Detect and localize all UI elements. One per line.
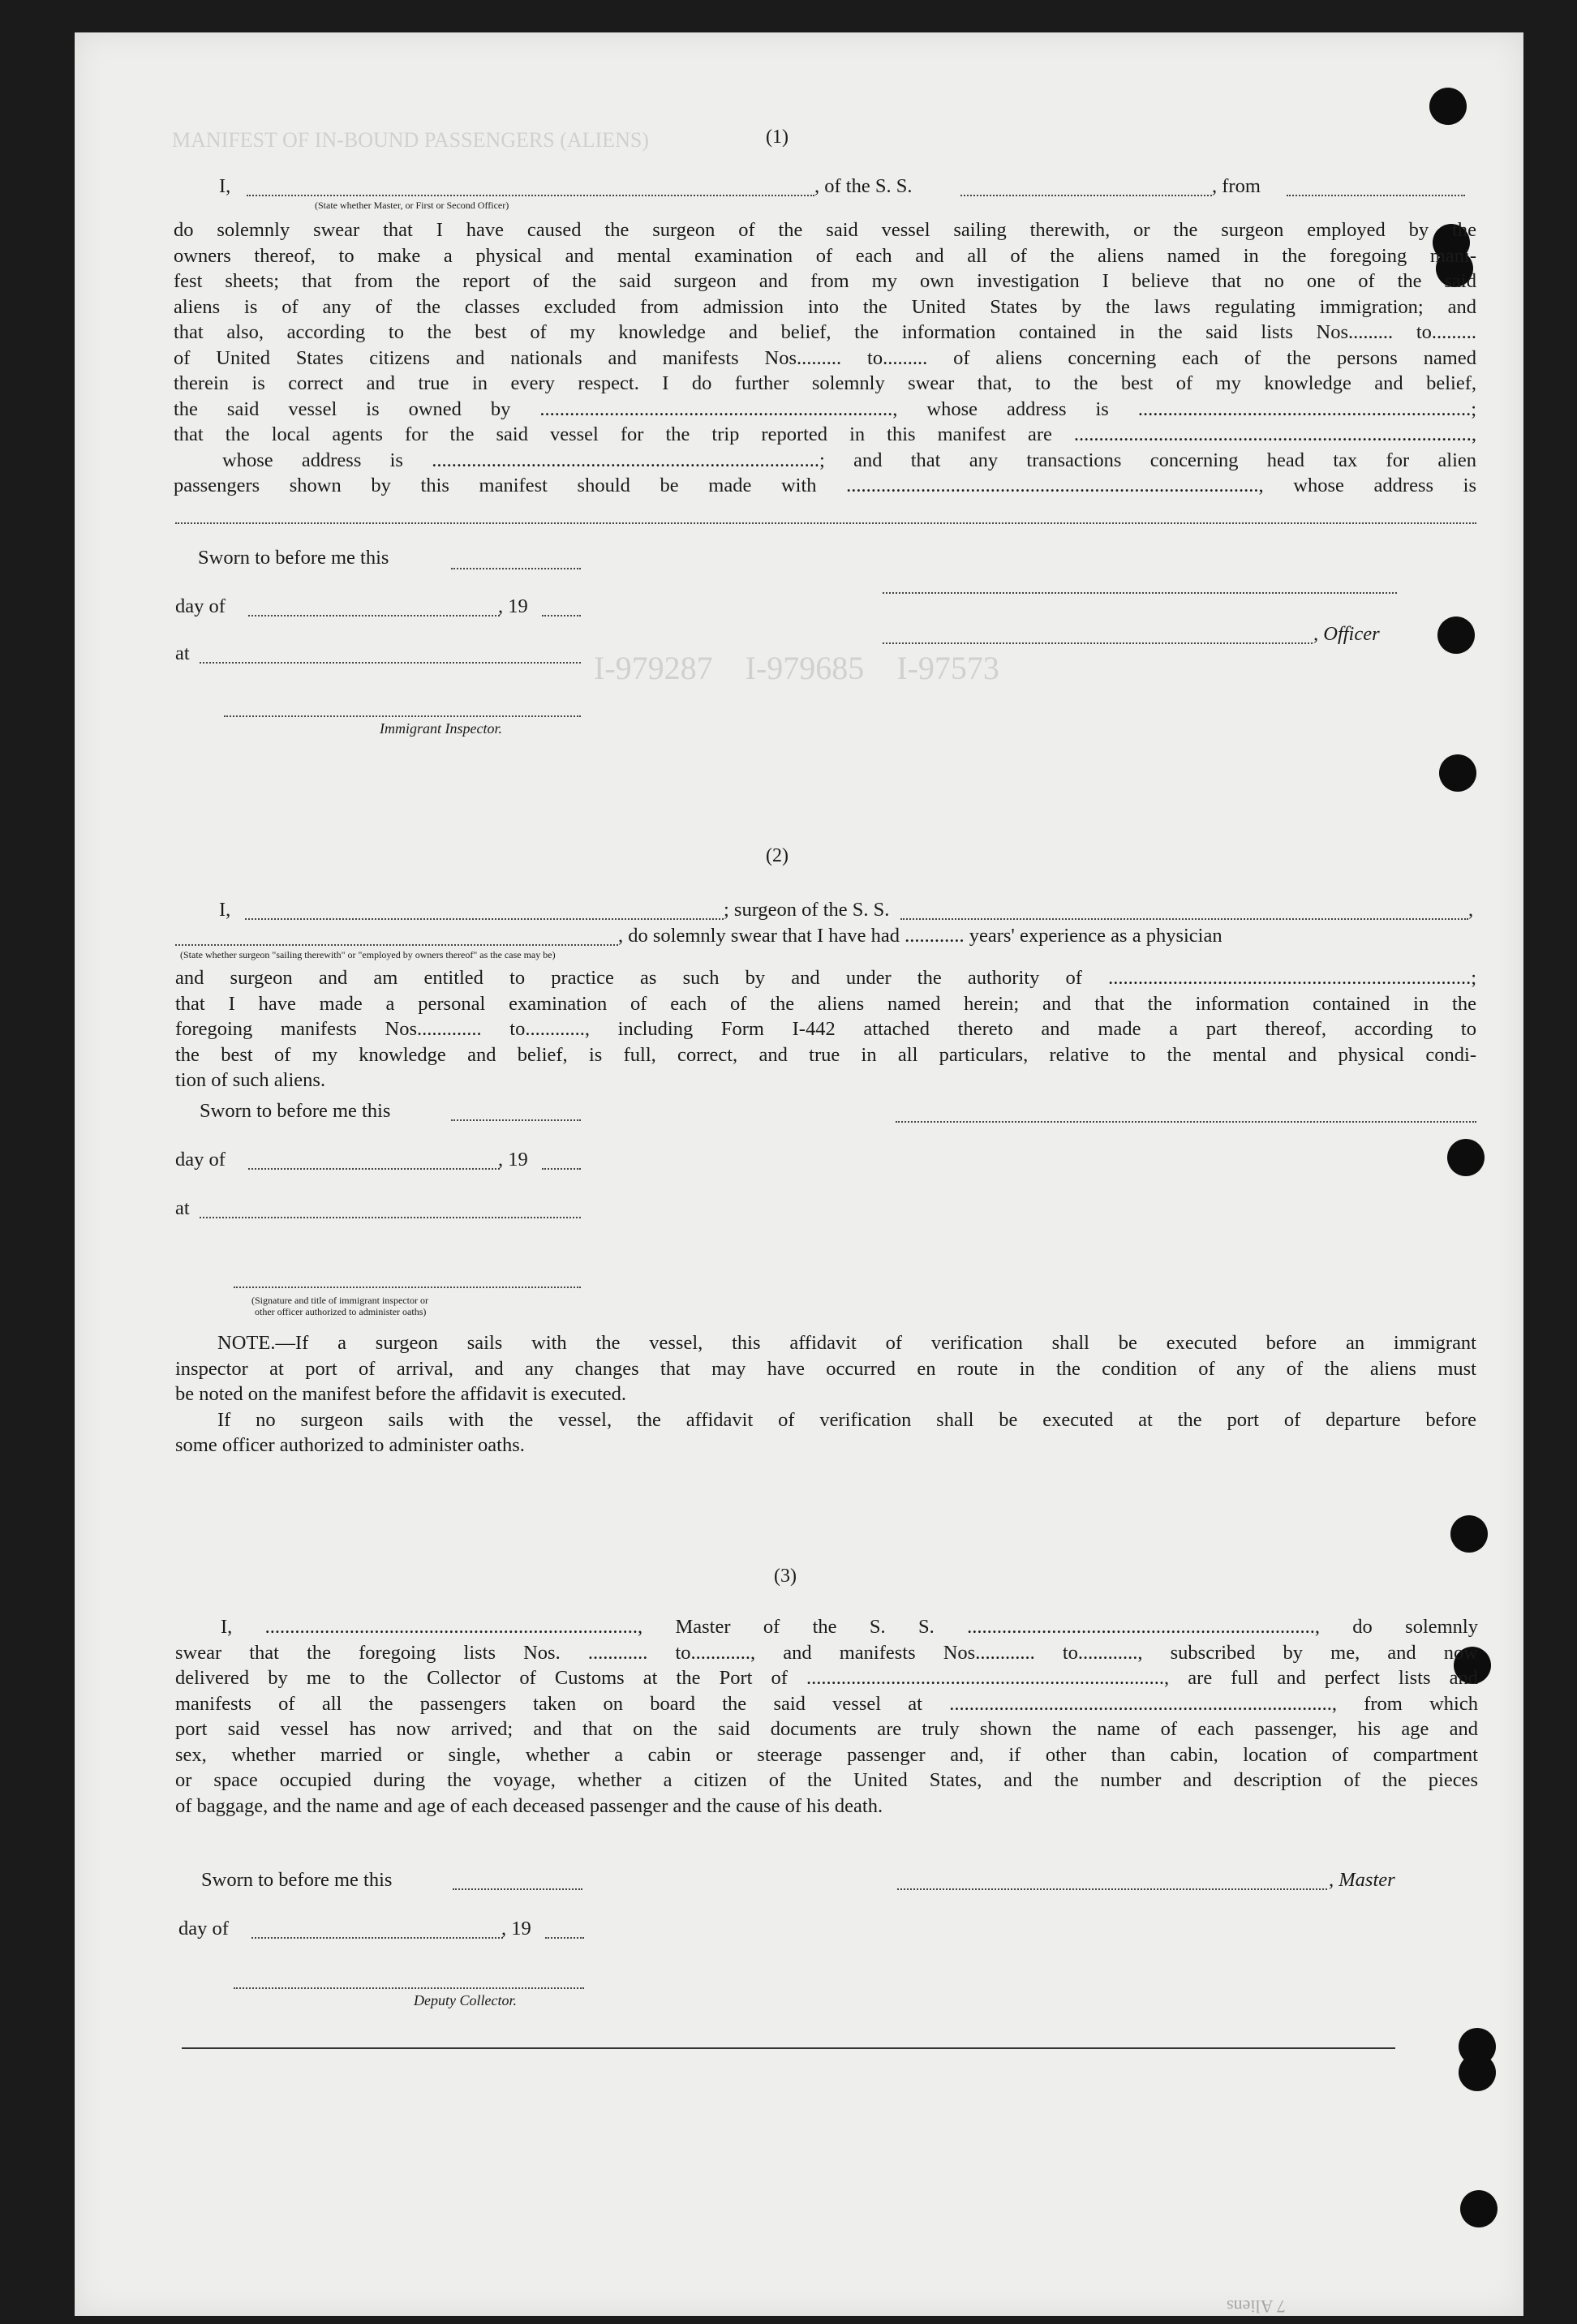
oath-line: the best of my knowledge and belief, is full, correct, and true in all particulars, relative to the mental and physical condi- bbox=[175, 1043, 1476, 1066]
surgeon-vessel-field[interactable] bbox=[900, 918, 1468, 920]
oath-line: passengers shown by this manifest should be made with ..................................................................................., whose address is bbox=[174, 475, 1476, 496]
inspector-title: Immigrant Inspector. bbox=[380, 720, 502, 737]
oath-line: of United States citizens and nationals and manifests Nos......... to......... of aliens concerning each of the persons named bbox=[174, 346, 1476, 369]
vessel-name-field[interactable] bbox=[960, 195, 1212, 196]
at-label: at bbox=[175, 1197, 190, 1219]
section-2-oath-text bbox=[175, 965, 1476, 1093]
collector-title: Deputy Collector. bbox=[414, 1992, 517, 2008]
day-of-label: day of bbox=[175, 1149, 226, 1171]
master-signature-field[interactable] bbox=[897, 1888, 1327, 1890]
binder-hole bbox=[1447, 1139, 1485, 1176]
comma: , bbox=[1468, 899, 1474, 921]
signature-caption: other officer authorized to administer oaths) bbox=[255, 1306, 427, 1317]
oath-line: manifests of all the passengers taken on board the said vessel at ............................................................................., from which bbox=[175, 1692, 1478, 1715]
officer-title: , Officer bbox=[1313, 623, 1380, 645]
surgeon-of-ss-label: ; surgeon of the S. S. bbox=[724, 899, 890, 921]
bottom-rule bbox=[182, 2047, 1395, 2049]
note-label: NOTE. bbox=[217, 1332, 276, 1354]
binder-hole bbox=[1437, 616, 1475, 654]
binder-hole bbox=[1429, 88, 1467, 125]
oath-line: of baggage, and the name and age of each deceased passenger and the cause of his death. bbox=[175, 1794, 883, 1817]
document-page bbox=[75, 32, 1523, 2316]
day-of-label: day of bbox=[178, 1918, 229, 1940]
note-line: some officer authorized to administer oaths. bbox=[175, 1434, 525, 1456]
surgeon-status-caption: (State whether surgeon "sailing therewith" or "employed by owners thereof" as the case may be) bbox=[180, 949, 556, 960]
surgeon-status-field[interactable] bbox=[175, 944, 618, 946]
section-2-number: (2) bbox=[766, 845, 788, 866]
oath-line: sex, whether married or single, whether a cabin or steerage passenger and, if other than cabin, location of compartment bbox=[175, 1743, 1478, 1766]
from-port-field[interactable] bbox=[1287, 195, 1465, 196]
note-text: —If a surgeon sails with the vessel, this affidavit of verification shall be executed before an immigrant bbox=[275, 1332, 1476, 1354]
month-field[interactable] bbox=[251, 1937, 503, 1939]
sworn-date-field[interactable] bbox=[451, 1119, 581, 1121]
oath-line: and surgeon and am entitled to practice as such by and under the authority of .........................................................................; bbox=[175, 967, 1476, 989]
oath-line: that also, according to the best of my knowledge and belief, the information contained in the said lists Nos......... to......... bbox=[174, 321, 1476, 343]
binder-hole bbox=[1459, 2054, 1496, 2091]
surgeon-affiant-label: I, bbox=[219, 899, 231, 921]
of-ss-label: , of the S. S. bbox=[814, 175, 913, 197]
note-line bbox=[175, 1330, 1476, 1356]
section-1-oath-text bbox=[174, 217, 1476, 499]
experience-text: , do solemnly swear that I have had ............ years' experience as a physician bbox=[618, 925, 1222, 947]
collector-signature-field[interactable] bbox=[234, 1987, 584, 1989]
oath-line: I, ..........................................................................., Master of the S. S. ......................................................................, do solemnly bbox=[221, 1616, 1478, 1638]
year-label: , 19 bbox=[498, 595, 528, 617]
section-1-number: (1) bbox=[766, 127, 788, 148]
binder-hole bbox=[1460, 2190, 1498, 2227]
oath-line: delivered by me to the Collector of Customs at the Port of ........................................................................, are full and perfect lists and bbox=[175, 1667, 1478, 1689]
binder-hole bbox=[1439, 754, 1476, 792]
oath-line: or space occupied during the voyage, whether a citizen of the United States, and the number and description of the pieces bbox=[175, 1769, 1478, 1791]
note-line: If no surgeon sails with the vessel, the affidavit of verification shall be executed at the port of departure before bbox=[217, 1408, 1476, 1431]
sworn-label: Sworn to before me this bbox=[200, 1100, 391, 1122]
year-field[interactable] bbox=[542, 615, 581, 616]
surgeon-signature-field[interactable] bbox=[896, 1121, 1476, 1123]
oath-line: port said vessel has now arrived; and that on the said documents are truly shown the name of each passenger, his age and bbox=[175, 1718, 1478, 1740]
oath-line: swear that the foregoing lists Nos. ............ to............, and manifests Nos............ to............, subscribed by me, and now bbox=[175, 1641, 1478, 1664]
sworn-label: Sworn to before me this bbox=[198, 547, 389, 569]
section-3-number: (3) bbox=[774, 1566, 797, 1587]
inspector-signature-field[interactable] bbox=[224, 715, 581, 717]
officer-rank-caption: (State whether Master, or First or Second Officer) bbox=[315, 200, 509, 211]
address-field[interactable] bbox=[175, 522, 1476, 524]
binder-hole bbox=[1450, 1515, 1488, 1553]
year-label: , 19 bbox=[501, 1918, 531, 1940]
sworn-date-field[interactable] bbox=[453, 1888, 582, 1890]
note-line: be noted on the manifest before the affidavit is executed. bbox=[175, 1383, 627, 1405]
oath-line: fest sheets; that from the report of the said surgeon and from my own investigation I believe that no one of the said bbox=[174, 270, 1476, 292]
at-label: at bbox=[175, 642, 190, 664]
oath-line: that the local agents for the said vessel for the trip reported in this manifest are ................................................................................, bbox=[174, 423, 1476, 445]
officer-signature-field[interactable] bbox=[883, 592, 1397, 594]
signature-caption: (Signature and title of immigrant inspector or bbox=[251, 1295, 428, 1306]
footer-mark: 7 Aliens bbox=[1227, 2296, 1286, 2317]
from-label: , from bbox=[1212, 175, 1261, 197]
oath-line: aliens is of any of the classes excluded from admission into the United States by the laws regulating immigration; and bbox=[174, 295, 1476, 318]
year-label: , 19 bbox=[498, 1149, 528, 1171]
place-field[interactable] bbox=[200, 662, 581, 664]
bleed-through-text: I-979287 I-979685 I-97573 bbox=[594, 650, 999, 686]
officer-signature-field[interactable] bbox=[883, 642, 1313, 644]
section-3-oath-text bbox=[175, 1614, 1478, 1819]
place-field[interactable] bbox=[200, 1217, 581, 1218]
sworn-label: Sworn to before me this bbox=[201, 1869, 393, 1891]
oath-line: foregoing manifests Nos............. to............, including Form I-442 attached thereto and made a part thereof, according to bbox=[175, 1018, 1476, 1040]
bleed-through-text: MANIFEST OF IN-BOUND PASSENGERS (ALIENS) bbox=[172, 128, 649, 152]
sworn-date-field[interactable] bbox=[451, 568, 581, 569]
officer-name-field[interactable] bbox=[247, 195, 814, 196]
oath-line: that I have made a personal examination of each of the aliens named herein; and that the information contained in the bbox=[175, 992, 1476, 1015]
oath-line: owners thereof, to make a physical and mental examination of each and all of the aliens named in the foregoing mani- bbox=[174, 244, 1476, 267]
oath-line: whose address is ..............................................................................; and that any transactions concerning head tax for alien bbox=[222, 449, 1476, 471]
verification-note bbox=[175, 1330, 1476, 1458]
oath-line: therein is correct and true in every respect. I do further solemnly swear that, to the best of my knowledge and belief, bbox=[174, 372, 1476, 394]
affiant-label: I, bbox=[219, 175, 231, 197]
surgeon-name-field[interactable] bbox=[245, 918, 724, 920]
oath-line: tion of such aliens. bbox=[175, 1069, 326, 1091]
official-signature-field[interactable] bbox=[234, 1287, 581, 1288]
month-field[interactable] bbox=[248, 1168, 500, 1170]
year-field[interactable] bbox=[545, 1937, 584, 1939]
year-field[interactable] bbox=[542, 1168, 581, 1170]
oath-line: the said vessel is owned by ......................................................................., whose address is ...................................................................; bbox=[174, 397, 1476, 420]
oath-line: do solemnly swear that I have caused the surgeon of the said vessel sailing therewith, or the surgeon employed by the bbox=[174, 219, 1476, 241]
master-title: , Master bbox=[1329, 1869, 1395, 1891]
month-field[interactable] bbox=[248, 615, 500, 616]
note-line: inspector at port of arrival, and any changes that may have occurred en route in the condition of any of the aliens must bbox=[175, 1357, 1476, 1380]
day-of-label: day of bbox=[175, 595, 226, 617]
